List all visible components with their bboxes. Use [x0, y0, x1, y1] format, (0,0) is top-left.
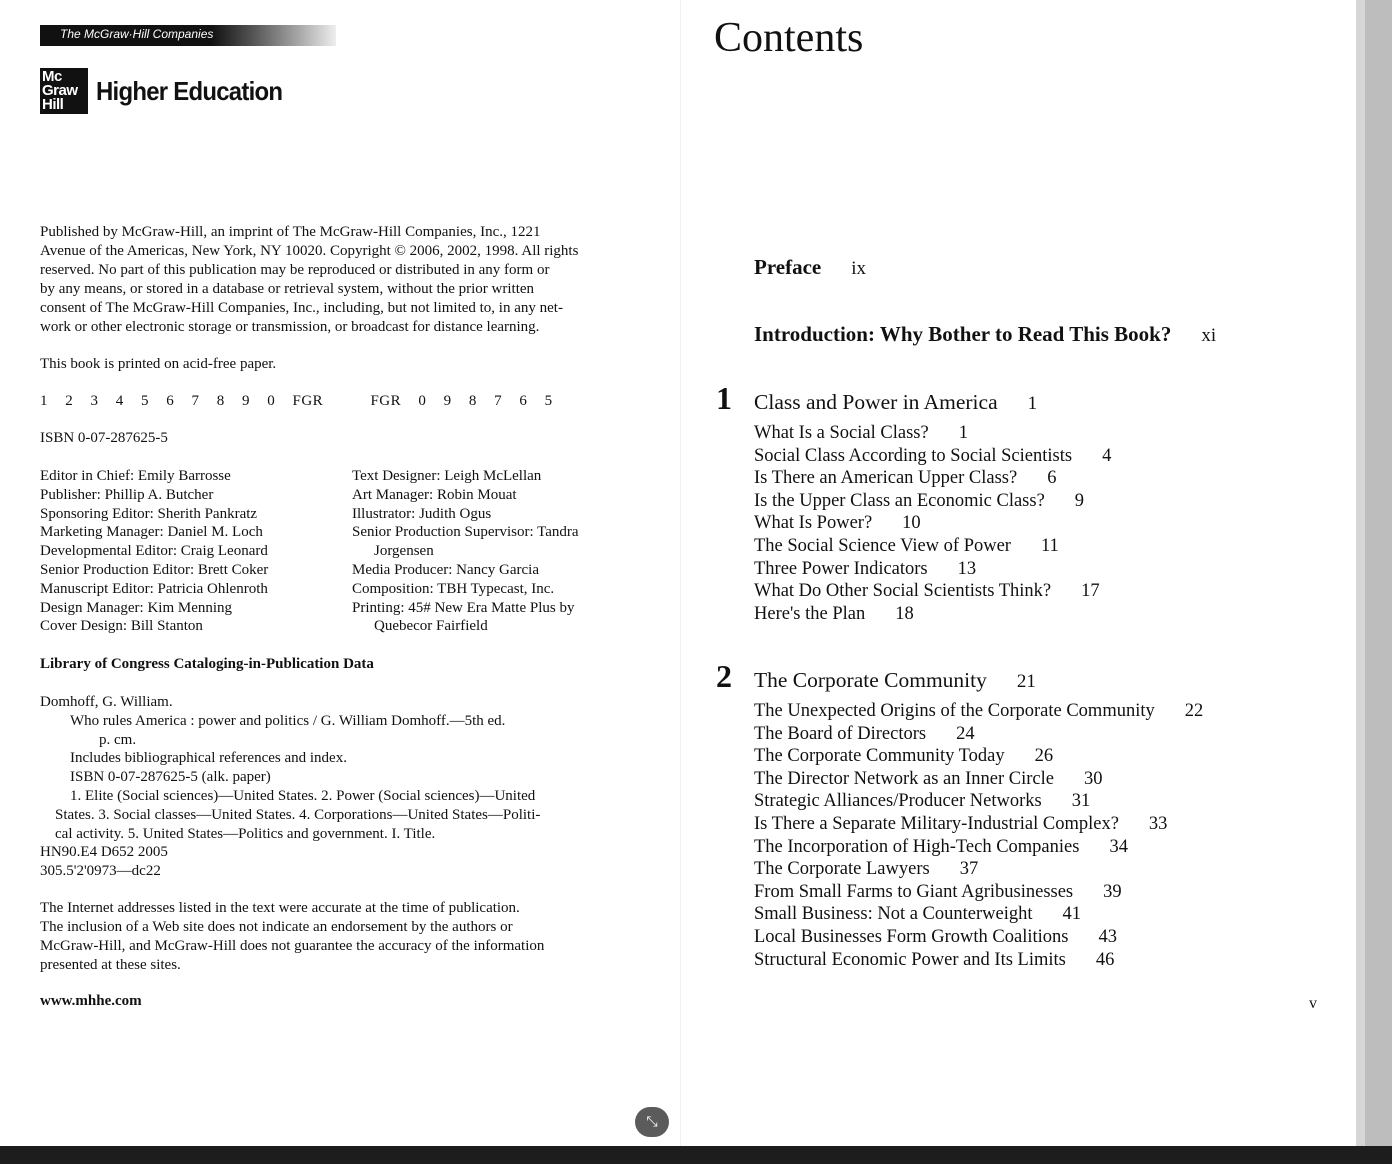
- section-page: 41: [1062, 904, 1082, 925]
- section-page: 33: [1148, 813, 1168, 834]
- section-title: What Is Power?: [754, 513, 873, 534]
- section-title: Structural Economic Power and Its Limits: [754, 949, 1066, 970]
- credit-line: Printing: 45# New Era Matte Plus by: [352, 599, 575, 616]
- section-title: The Incorporation of High-Tech Companies: [754, 836, 1080, 857]
- credit-line: Manuscript Editor: Patricia Ohlenroth: [40, 580, 268, 597]
- section-title: The Corporate Community Today: [754, 746, 1005, 767]
- section-page: 4: [1102, 445, 1112, 466]
- toc-section: [754, 926, 1203, 949]
- print-run-digit: 2: [65, 393, 74, 409]
- chapter-2-sections: [754, 700, 1203, 971]
- section-title: Local Businesses Form Growth Coalitions: [754, 926, 1069, 947]
- credits-left-column: [40, 467, 268, 636]
- toc-section: [754, 445, 1111, 468]
- chapter-number: 2: [716, 658, 732, 694]
- credit-line: Editor in Chief: Emily Barrosse: [40, 468, 231, 484]
- toc-preface: [754, 255, 866, 280]
- credit-line: Design Manager: Kim Menning: [40, 599, 233, 616]
- magic-wand-icon[interactable]: [635, 1107, 669, 1137]
- toc-section: [754, 512, 1111, 535]
- print-run-digit: 9: [443, 393, 452, 409]
- cip-line: 305.5'2'0973—dc22: [40, 863, 161, 880]
- section-page: 39: [1103, 881, 1122, 902]
- section-page: 1: [958, 423, 968, 443]
- print-run-digit: 7: [494, 393, 503, 409]
- bottom-taskbar: [0, 1146, 1392, 1164]
- cip-data: [40, 693, 540, 881]
- credit-line: Sponsoring Editor: Sherith Pankratz: [40, 505, 258, 522]
- cip-line: States. 3. Social classes—United States. 4. Corporations—United States—Politi-: [55, 806, 541, 823]
- toc-section: [754, 558, 1111, 581]
- copyright-line: Avenue of the Americas, New York, NY 10020. Copyright © 2006, 2002, 1998. All rights: [40, 243, 579, 259]
- toc-section: [754, 768, 1203, 791]
- toc-chapter-2: [754, 668, 1036, 693]
- section-page: 17: [1081, 581, 1100, 602]
- section-page: 26: [1034, 746, 1054, 767]
- copyright-line: by any means, or stored in a database or retrieval system, without the prior written: [40, 281, 535, 297]
- toc-section: [754, 881, 1203, 904]
- logo-line: Mc: [42, 68, 62, 85]
- toc-section: [754, 836, 1203, 859]
- toc-page: xi: [1201, 325, 1217, 346]
- copyright-line: reserved. No part of this publication may be reproduced or distributed in any form or: [40, 262, 550, 278]
- section-title: The Board of Directors: [754, 723, 927, 744]
- section-title: The Corporate Lawyers: [754, 859, 930, 880]
- section-title: What Is a Social Class?: [754, 423, 929, 443]
- section-page: 9: [1074, 490, 1085, 511]
- chapter-title: Class and Power in America: [754, 390, 998, 414]
- publisher-banner: [40, 25, 336, 46]
- chapter-title: The Corporate Community: [754, 668, 987, 692]
- print-run-digit: 0: [267, 393, 276, 409]
- credit-line: Art Manager: Robin Mouat: [352, 486, 517, 503]
- acid-free-note: [40, 355, 650, 374]
- credit-line: Illustrator: Judith Ogus: [352, 505, 492, 522]
- print-run-digit: 6: [519, 393, 528, 409]
- toc-label: Introduction: Why Bother to Read This Book?: [754, 322, 1172, 346]
- cip-line: HN90.E4 D652 2005: [40, 844, 168, 861]
- section-title: Strategic Alliances/Producer Networks: [754, 791, 1042, 812]
- cip-line: Includes bibliographical references and index.: [70, 750, 347, 767]
- cip-line: 1. Elite (Social sciences)—United States. 2. Power (Social sciences)—United: [70, 787, 536, 804]
- credit-line: Text Designer: Leigh McLellan: [352, 468, 542, 484]
- toc-section: [754, 535, 1111, 558]
- credit-line: Marketing Manager: Daniel M. Loch: [40, 524, 263, 541]
- copyright-line: Published by McGraw-Hill, an imprint of The McGraw-Hill Companies, Inc., 1221: [40, 224, 541, 240]
- acid-free-text: This book is printed on acid-free paper.: [40, 356, 277, 372]
- disclaimer-line: The Internet addresses listed in the text were accurate at the time of publication.: [40, 900, 520, 916]
- isbn: ISBN 0-07-287625-5: [40, 430, 168, 446]
- section-title: The Director Network as an Inner Circle: [754, 768, 1054, 789]
- section-title: Is There an American Upper Class?: [754, 468, 1018, 489]
- credit-line: Developmental Editor: Craig Leonard: [40, 543, 268, 560]
- section-page: 30: [1083, 768, 1103, 789]
- print-run-digit: 8: [216, 393, 225, 409]
- section-title: Is the Upper Class an Economic Class?: [754, 490, 1045, 511]
- credits-right-column: [352, 467, 579, 636]
- toc-section: [754, 949, 1203, 972]
- print-run-digit: 0: [418, 393, 427, 409]
- contents-title: Contents: [714, 15, 864, 61]
- section-page: 43: [1098, 926, 1117, 947]
- banner-text: The McGraw·Hill Companies: [60, 27, 214, 41]
- cip-line: Domhoff, G. William.: [40, 694, 173, 710]
- section-title: Social Class According to Social Scientists: [754, 445, 1073, 466]
- section-title: Is There a Separate Military-Industrial Complex?: [754, 813, 1119, 834]
- toc-section: [754, 490, 1111, 513]
- toc-section: [754, 467, 1111, 490]
- section-page: 13: [957, 558, 977, 579]
- cip-line: Who rules America : power and politics / G. William Domhoff.—5th ed.: [70, 712, 506, 729]
- logo-title: Higher Education: [96, 76, 283, 106]
- cip-line: cal activity. 5. United States—Politics and government. I. Title.: [55, 825, 436, 842]
- credit-line: Quebecor Fairfield: [374, 618, 488, 635]
- cip-line: p. cm.: [99, 731, 137, 748]
- section-page: 46: [1095, 949, 1115, 970]
- print-run-digit: 1: [40, 393, 48, 409]
- print-run-digit: 5: [141, 393, 149, 409]
- credit-line: Media Producer: Nancy Garcia: [352, 561, 540, 578]
- credit-line: Composition: TBH Typecast, Inc.: [352, 580, 555, 597]
- credit-line: Cover Design: Bill Stanton: [40, 618, 203, 635]
- toc-label: Preface: [754, 255, 822, 279]
- toc-section: [754, 858, 1203, 881]
- scrollbar[interactable]: [1356, 0, 1392, 1146]
- credit-line: Jorgensen: [374, 543, 434, 560]
- print-run-digit: 8: [468, 393, 477, 409]
- section-title: Small Business: Not a Counterweight: [754, 904, 1033, 925]
- section-title: From Small Farms to Giant Agribusinesses: [754, 881, 1074, 902]
- toc-section: [754, 813, 1203, 836]
- toc-section: [754, 422, 1111, 445]
- mcgraw-hill-logo: [40, 68, 88, 114]
- print-run-digit: 9: [242, 393, 250, 409]
- lc-heading: Library of Congress Cataloging-in-Publication Data: [40, 656, 374, 672]
- section-page: 22: [1184, 701, 1204, 721]
- print-run-line: [40, 393, 566, 410]
- logo-line: Graw: [42, 82, 78, 99]
- section-page: 37: [959, 859, 979, 880]
- credit-line: Publisher: Phillip A. Butcher: [40, 486, 214, 503]
- section-title: The Unexpected Origins of the Corporate Community: [754, 701, 1155, 721]
- print-run-digit: 3: [90, 393, 99, 409]
- section-page: 6: [1047, 468, 1057, 489]
- left-page: [0, 0, 680, 1146]
- section-title: What Do Other Social Scientists Think?: [754, 581, 1052, 602]
- section-page: 34: [1109, 836, 1128, 857]
- copyright-line: work or other electronic storage or transmission, or broadcast for distance learning.: [40, 319, 540, 335]
- toc-section: [754, 580, 1111, 603]
- section-page: 24: [956, 723, 975, 744]
- toc-page: 21: [1016, 671, 1036, 692]
- toc-section: [754, 603, 1111, 626]
- fab-glyph: ⤡: [646, 1114, 658, 1130]
- copyright-notice: [40, 223, 650, 337]
- section-page: 18: [895, 603, 914, 624]
- chapter-number: 1: [716, 380, 732, 416]
- toc-chapter-1: [754, 390, 1037, 415]
- toc-section: [754, 723, 1203, 746]
- toc-page: 1: [1027, 393, 1038, 414]
- section-title: The Social Science View of Power: [754, 535, 1011, 556]
- print-run-digit: 4: [115, 393, 124, 409]
- toc-section: [754, 903, 1203, 926]
- toc-page: ix: [851, 258, 867, 279]
- page-number: v: [1309, 995, 1317, 1012]
- website-url: www.mhhe.com: [40, 993, 142, 1009]
- toc-section: [754, 790, 1203, 813]
- copyright-line: consent of The McGraw-Hill Companies, Inc., including, but not limited to, in any net-: [40, 300, 563, 316]
- disclaimer-line: presented at these sites.: [40, 957, 181, 973]
- toc-section: [754, 745, 1203, 768]
- print-run-code: FGR: [370, 393, 402, 409]
- credit-line: Senior Production Supervisor: Tandra: [352, 524, 579, 541]
- section-page: 10: [902, 513, 921, 534]
- internet-disclaimer: [40, 899, 650, 975]
- print-run-digit: 6: [166, 393, 175, 409]
- disclaimer-line: The inclusion of a Web site does not indicate an endorsement by the authors or: [40, 919, 513, 935]
- disclaimer-line: McGraw-Hill, and McGraw-Hill does not guarantee the accuracy of the information: [40, 938, 545, 954]
- toc-section: [754, 700, 1203, 723]
- print-run-digit: 5: [544, 393, 553, 409]
- print-run-code: FGR: [292, 393, 324, 409]
- credit-line: Senior Production Editor: Brett Coker: [40, 561, 269, 578]
- section-title: Here's the Plan: [754, 603, 866, 624]
- logo-line: Hill: [42, 96, 64, 113]
- section-title: Three Power Indicators: [754, 558, 928, 579]
- cip-line: ISBN 0-07-287625-5 (alk. paper): [70, 769, 271, 786]
- print-run-digit: 7: [191, 393, 200, 409]
- chapter-1-sections: [754, 422, 1111, 625]
- section-page: 11: [1040, 535, 1059, 556]
- toc-introduction: [754, 322, 1216, 347]
- section-page: 31: [1071, 791, 1091, 812]
